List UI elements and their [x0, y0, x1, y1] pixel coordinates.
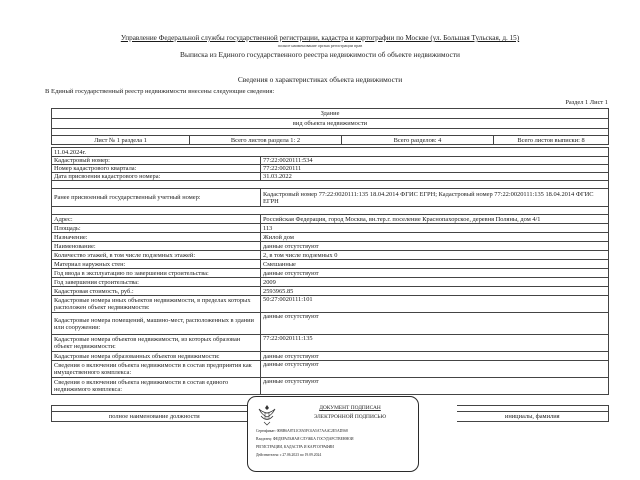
table-row [52, 242, 609, 251]
row-label: Кадастровая стоимость, руб.: [52, 287, 261, 296]
table-row [52, 278, 609, 287]
table-row [52, 215, 609, 224]
section-sheet-label: Раздел 1 Лист 1 [565, 99, 608, 106]
table-row [52, 233, 609, 242]
stamp-owner-1: Владелец: ФЕДЕРАЛЬНАЯ СЛУЖБА ГОСУДАРСТВЕННОЙ [256, 437, 354, 441]
table-row [52, 378, 609, 395]
row-value: Кадастровый номер 77:22:0020111:135 18.04.2014 ФГИС ЕГРН; Кадастровый номер 77:22:0020111:135 18.04.2014 ФГИС ЕГРН [261, 189, 609, 207]
section-intro: В Единый государственный реестр недвижимости внесены следующие сведения: [45, 88, 275, 95]
table-row [52, 335, 609, 352]
row-label: Количество этажей, в том числе подземных этажей: [52, 251, 261, 260]
row-value: 31.03.2022 [261, 173, 609, 181]
row-label: Год ввода в эксплуатацию по завершении строительства: [52, 269, 261, 278]
authority-name: Управление Федеральной службы государственной регистрации, кадастра и картографии по Москве (ул. Большая Тульская, д. 15) [120, 34, 520, 42]
table-row [52, 165, 609, 173]
spacer-row [52, 129, 609, 136]
row-value: данные отсутствуют [261, 352, 609, 361]
row-label: Назначение: [52, 233, 261, 242]
row-label: Материал наружных стен: [52, 260, 261, 269]
row-value: 2, в том числе подземных 0 [261, 251, 609, 260]
row-value: 77:22:0020111:534 [261, 157, 609, 165]
table-row [52, 251, 609, 260]
row-value: 2009 [261, 278, 609, 287]
row-label: Дата присвоения кадастрового номера: [52, 173, 261, 181]
stamp-owner-2: РЕГИСТРАЦИИ, КАДАСТРА И КАРТОГРАФИИ [256, 445, 334, 449]
table-row [52, 296, 609, 313]
row-value: данные отсутствуют [261, 313, 609, 335]
characteristics-table [51, 147, 609, 395]
row-label: Кадастровые номера объектов недвижимости, из которых образован объект недвижимости: [52, 335, 261, 352]
row-value: 77:22:0020111:135 [261, 335, 609, 352]
row-value: данные отсутствуют [261, 269, 609, 278]
table-row [52, 269, 609, 278]
sheets-total: Всего листов выписки: 8 [494, 136, 609, 145]
row-label: Номер кадастрового квартала: [52, 165, 261, 173]
object-type-caption: вид объекта недвижимости [52, 119, 609, 129]
row-value: 113 [261, 224, 609, 233]
row-value: 77:22:0020111 [261, 165, 609, 173]
electronic-signature-stamp [247, 396, 419, 472]
table-row [52, 189, 609, 207]
row-value: данные отсутствуют [261, 378, 609, 395]
row-label: Сведения о включении объекта недвижимости в состав предприятия как имущественного комплекса: [52, 361, 261, 378]
row-value: данные отсутствуют [261, 361, 609, 378]
row-label: Площадь: [52, 224, 261, 233]
row-value: Жилой дом [261, 233, 609, 242]
row-label: Ранее присвоенный государственный учетный номер: [52, 189, 261, 207]
row-value: Смешанные [261, 260, 609, 269]
row-label: Адрес: [52, 215, 261, 224]
table-row [52, 352, 609, 361]
row-label: Сведения о включении объекта недвижимости в состав единого недвижимого комплекса: [52, 378, 261, 395]
table-row [52, 157, 609, 165]
table-row [52, 313, 609, 335]
stamp-certificate: Сертификат: 00BB6A8741C8A5FC6A5A7AA4C2E5AD568 [256, 429, 348, 433]
object-header-table [51, 108, 609, 145]
stamp-valid: Действителен: с 27.06.2023 по 19.09.2024 [256, 453, 322, 457]
spacer-row [52, 207, 609, 215]
row-label: Год завершения строительства: [52, 278, 261, 287]
sheet-number: Лист № 1 раздела 1 [52, 136, 190, 145]
table-row [52, 361, 609, 378]
row-value: 50:27:0020111:101 [261, 296, 609, 313]
table-row [52, 287, 609, 296]
row-label: Кадастровые номера помещений, машино-мест, расположенных в здании или сооружении: [52, 313, 261, 335]
row-label: Кадастровые номера образованных объектов недвижимости: [52, 352, 261, 361]
row-value: Российская Федерация, город Москва, вн.тер.г. поселение Краснопахорское, деревня Поляны, дом 4/1 [261, 215, 609, 224]
section-title: Сведения о характеристиках объекта недвижимости [237, 75, 403, 84]
row-value: данные отсутствуют [261, 242, 609, 251]
stamp-signed-label: ДОКУМЕНТ ПОДПИСАН [319, 405, 381, 411]
sheets-in-section: Всего листов раздела 1: 2 [190, 136, 342, 145]
table-row [52, 224, 609, 233]
spacer-row [52, 181, 609, 189]
table-row [52, 260, 609, 269]
row-label: Наименование: [52, 242, 261, 251]
document-title: Выписка из Единого государственного реестра недвижимости об объекте недвижимости [180, 50, 460, 59]
table-row [52, 173, 609, 181]
coat-of-arms-icon [256, 403, 278, 427]
object-type: Здание [52, 109, 609, 119]
row-label: Кадастровые номера иных объектов недвижимости, в пределах которых расположен объект недвижимости: [52, 296, 261, 313]
position-caption: полное наименование должности [52, 412, 257, 422]
stamp-esign-label: ЭЛЕКТРОННОЙ ПОДПИСЬЮ [313, 414, 387, 420]
authority-caption: полное наименование органа регистрации прав [277, 43, 363, 48]
row-value: 2593965.85 [261, 287, 609, 296]
name-caption: инициалы, фамилия [457, 412, 609, 422]
row-label: Кадастровый номер: [52, 157, 261, 165]
sections-total: Всего разделов: 4 [342, 136, 494, 145]
extract-date: 11.04.2024г. [52, 148, 609, 157]
